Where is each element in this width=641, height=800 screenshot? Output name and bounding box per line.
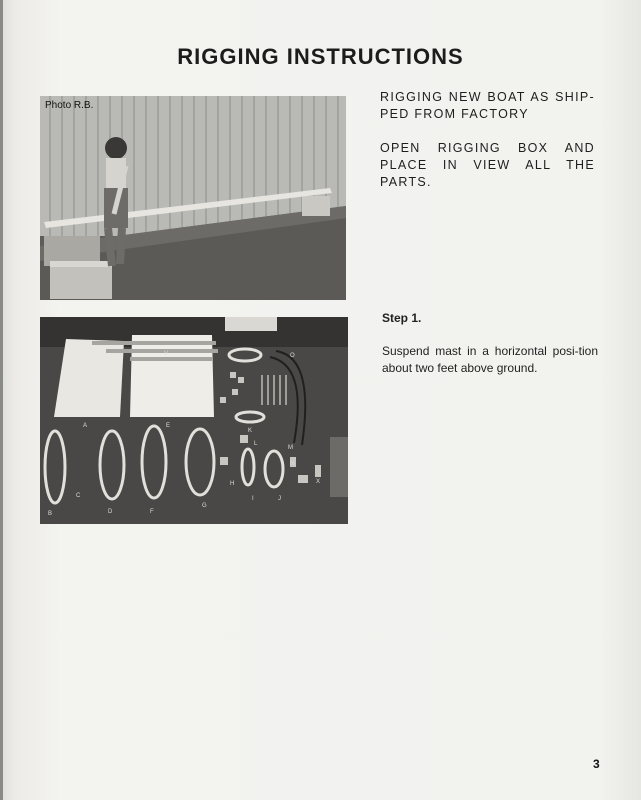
intro-paragraph-1: RIGGING NEW BOAT AS SHIP-PED FROM FACTORY (380, 90, 595, 121)
svg-text:J: J (278, 496, 281, 502)
svg-text:M: M (288, 445, 293, 451)
rigging-parts-photo (40, 317, 348, 524)
mast-suspension-photo (40, 96, 346, 300)
page-number: 3 (593, 757, 600, 771)
svg-text:D: D (108, 509, 113, 515)
svg-text:B: B (48, 511, 53, 517)
svg-text:L: L (254, 441, 258, 447)
svg-text:C: C (76, 493, 81, 499)
intro-paragraph-2: OPEN RIGGING BOX AND PLACE IN VIEW ALL THE PARTS. (380, 141, 595, 189)
svg-text:A: A (83, 423, 88, 429)
photo-credit: Photo R.B. (45, 100, 94, 111)
svg-text:X: X (316, 479, 321, 485)
svg-text:K: K (248, 428, 253, 434)
svg-text:F: F (150, 509, 154, 515)
svg-text:O: O (290, 353, 295, 359)
svg-text:N: N (290, 461, 295, 467)
intro-text (380, 89, 595, 208)
svg-text:V: V (164, 351, 169, 357)
page-spine-edge (0, 0, 3, 800)
page-title: RIGGING INSTRUCTIONS (177, 44, 464, 69)
step-text: Suspend mast in a horizontal posi-tion about two feet above ground. (382, 344, 598, 375)
svg-text:I: I (252, 496, 254, 502)
step-heading: Step 1. (382, 311, 422, 325)
svg-text:E: E (166, 423, 171, 429)
svg-text:G: G (202, 503, 207, 509)
svg-text:H: H (230, 481, 235, 487)
